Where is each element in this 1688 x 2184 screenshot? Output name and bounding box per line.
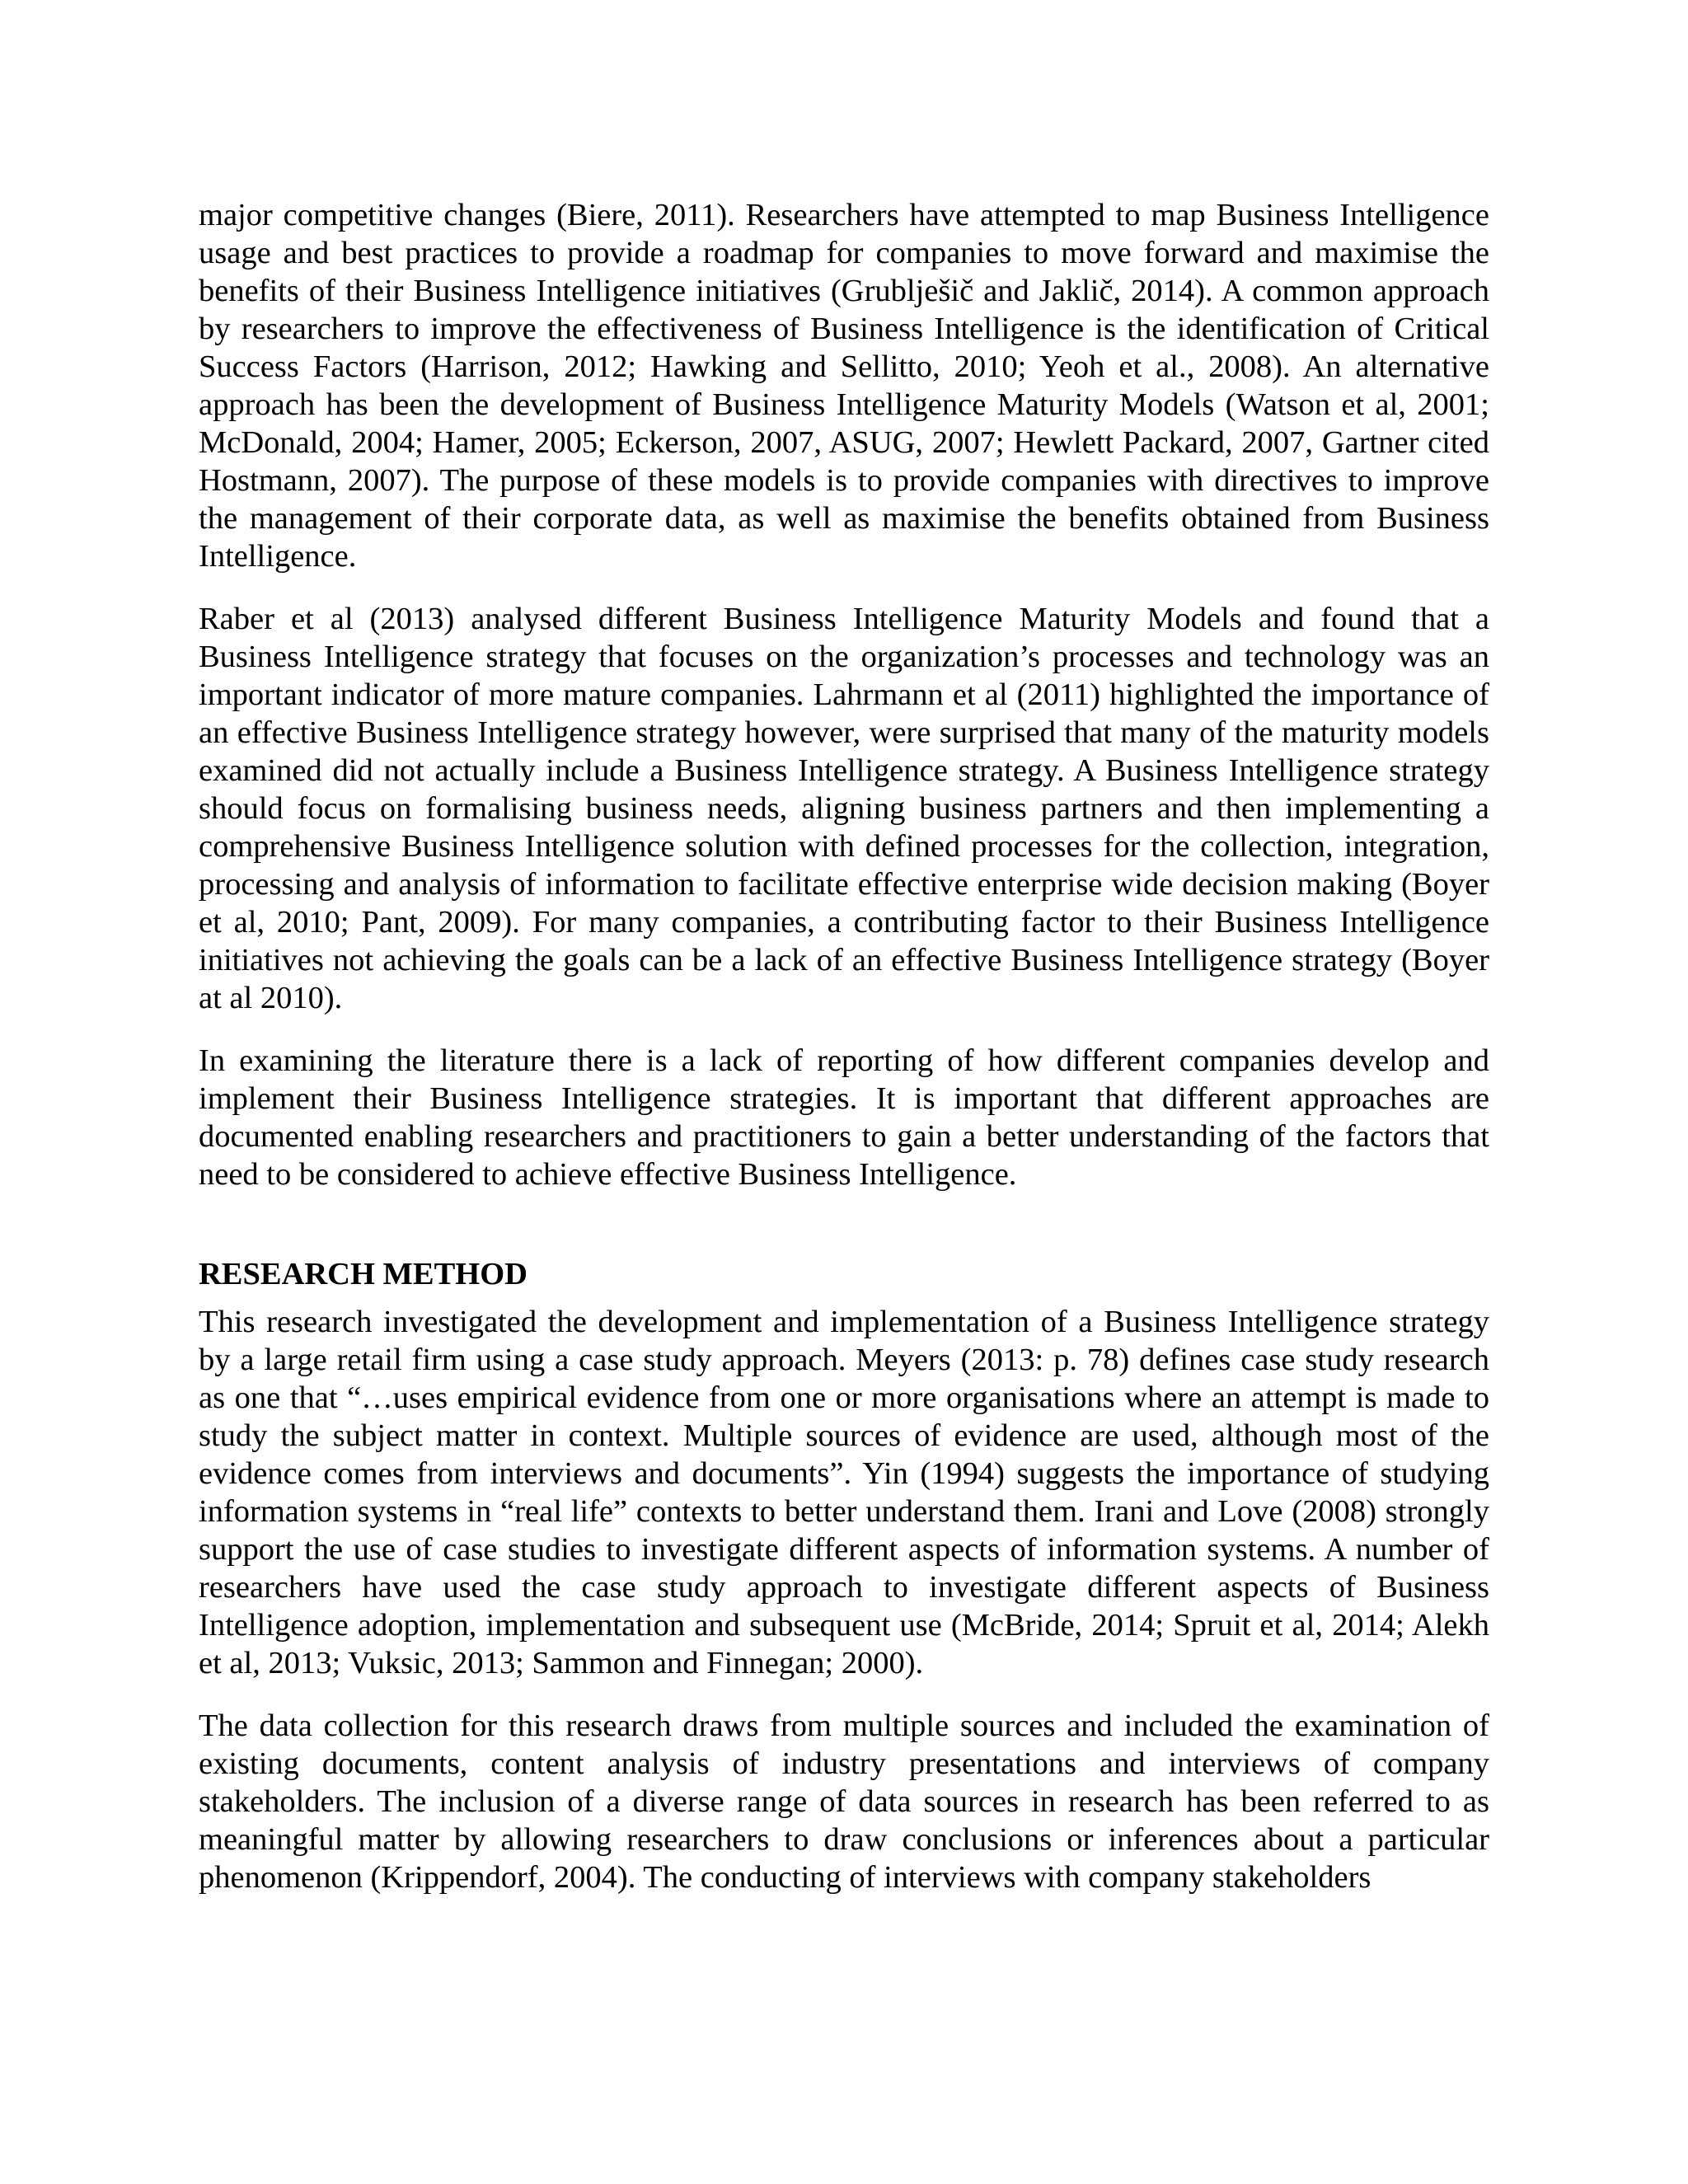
paragraph-intro-3: In examining the literature there is a lack of reporting of how different companies develop and implement their Business Intelligence strategies. It is important that different approaches are documented enabling researchers and practitioners to gain a better understanding of the factors that need to be considered to achieve effective Business Intelligence. xyxy=(199,1043,1489,1192)
document-page xyxy=(199,196,1489,1921)
paragraph-intro-2: Raber et al (2013) analysed different Business Intelligence Maturity Models and found that a Business Intelligence strategy that focuses on the organization’s processes and technology was an important indicator of more mature companies. Lahrmann et al (2011) highlighted the importance of an effective Business Intelligence strategy however, were surprised that many of the maturity models examined did not actually include a Business Intelligence strategy. A Business Intelligence strategy should focus on formalising business needs, aligning business partners and then implementing a comprehensive Business Intelligence solution with defined processes for the collection, integration, processing and analysis of information to facilitate effective enterprise wide decision making (Boyer et al, 2010; Pant, 2009). For many companies, a contributing factor to their Business Intelligence initiatives not achieving the goals can be a lack of an effective Business Intelligence strategy (Boyer at al 2010). xyxy=(199,602,1489,1015)
paragraph-method-1: This research investigated the development and implementation of a Business Intelligence strategy by a large retail firm using a case study approach. Meyers (2013: p. 78) defines case study research as one that “…uses empirical evidence from one or more organisations where an attempt is made to study the subject matter in context. Multiple sources of evidence are used, although most of the evidence comes from interviews and documents”. Yin (1994) suggests the importance of studying information systems in “real life” contexts to better understand them. Irani and Love (2008) strongly support the use of case studies to investigate different aspects of information systems. A number of researchers have used the case study approach to investigate different aspects of Business Intelligence adoption, implementation and subsequent use (McBride, 2014; Spruit et al, 2014; Alekh et al, 2013; Vuksic, 2013; Sammon and Finnegan; 2000). xyxy=(199,1305,1489,1680)
section-heading-research-method: RESEARCH METHOD xyxy=(199,1257,528,1291)
paragraph-intro-1: major competitive changes (Biere, 2011). Researchers have attempted to map Business Intelligence usage and best practices to provide a roadmap for companies to move forward and maximise the benefits of their Business Intelligence initiatives (Grublješič and Jaklič, 2014). A common approach by researchers to improve the effectiveness of Business Intelligence is the identification of Critical Success Factors (Harrison, 2012; Hawking and Sellitto, 2010; Yeoh et al., 2008). An alternative approach has been the development of Business Intelligence Maturity Models (Watson et al, 2001; McDonald, 2004; Hamer, 2005; Eckerson, 2007, ASUG, 2007; Hewlett Packard, 2007, Gartner cited Hostmann, 2007). The purpose of these models is to provide companies with directives to improve the management of their corporate data, as well as maximise the benefits obtained from Business Intelligence. xyxy=(199,198,1489,574)
paragraph-method-2: The data collection for this research draws from multiple sources and included the examination of existing documents, content analysis of industry presentations and interviews of company stakeholders. The inclusion of a diverse range of data sources in research has been referred to as meaningful matter by allowing researchers to draw conclusions or inferences about a particular phenomenon (Krippendorf, 2004). The conducting of interviews with company stakeholders xyxy=(199,1708,1489,1895)
